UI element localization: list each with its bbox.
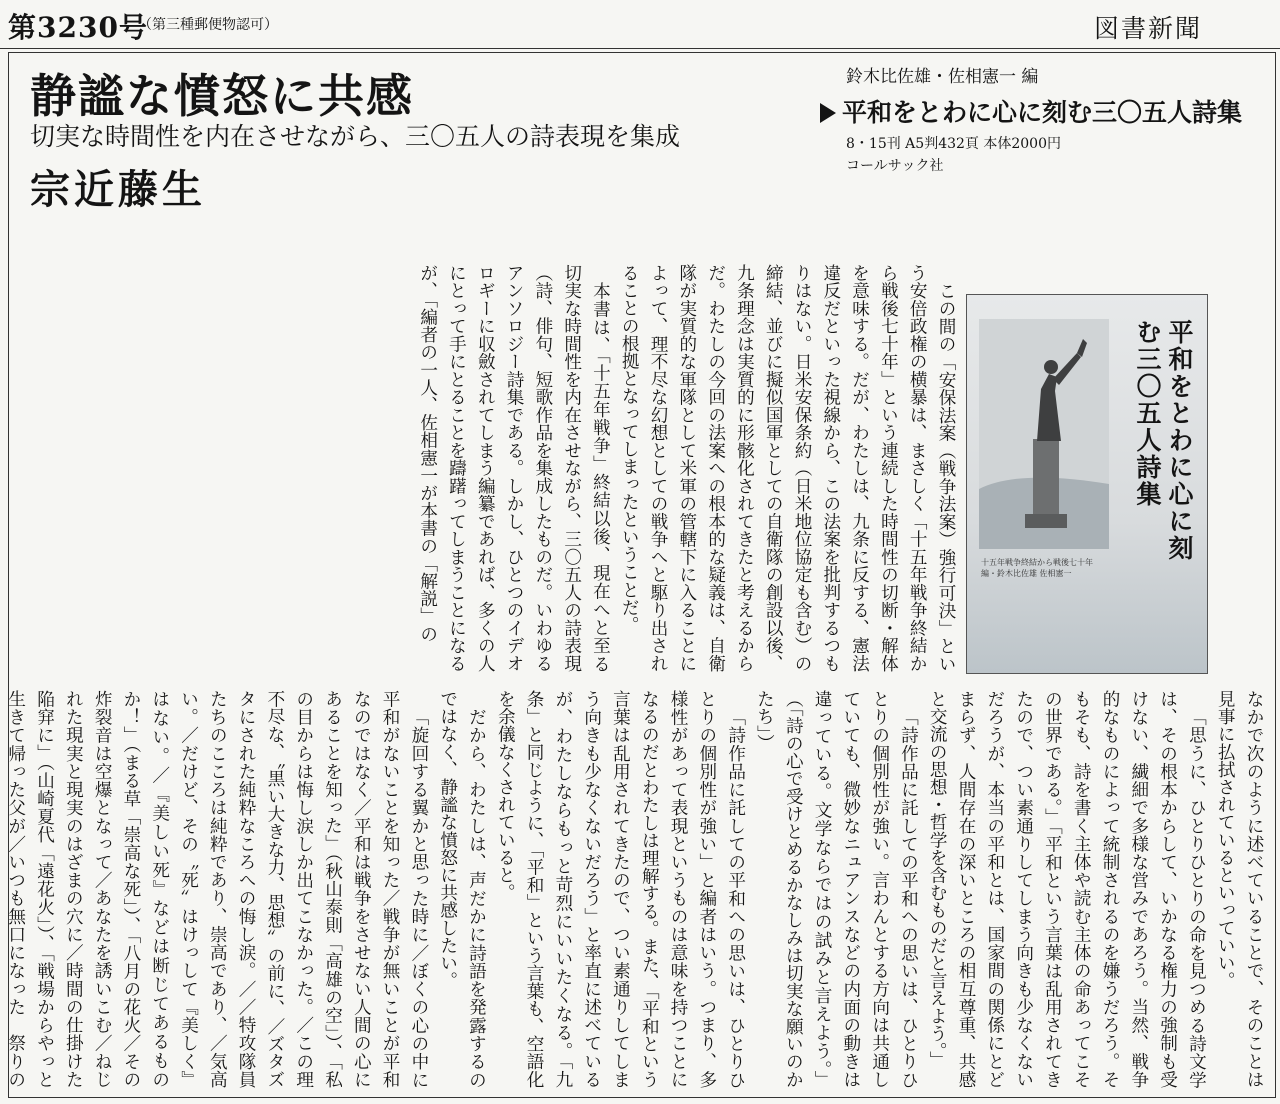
book-title-line <box>820 93 1260 129</box>
paragraph: 「旋回する翼かと思った時に／ぼくの心の中に平和がないことを知った／戦争が無いことが平和なのではなく／平和は戦争をさせない人間の心にあることを知った」（秋山泰則「高雄の空」）、「私の目からは悔し涙しか出てこなかった。／この理不尽な、〝黒い大きな力、思想〟の前に、／ズタズタにされた純粋なころへの悔し涙。／／特攻隊員たちのこころは純粋であり、崇高であり、／気高い。／だけど、その〝死〟はけっして『美しく』はない。／『美しい死』などは断じてあるものか！」（まる草「崇高な死」）、「八月の花火／その炸裂音は空爆となって／あなたを誘いこむ／ねじれた現実と現実のはざまの穴に／時間の仕掛けた陥穽に」（山崎夏代「遠花火」）、「戦場からやっと生きて帰った父が／いつも無口になった 祭りの <box>5 690 429 1088</box>
book-editors: 鈴木比佐雄・佐相憲一 編 <box>846 67 1039 87</box>
paragraph: だから、わたしは、声だかに詩語を発露するのではなく、静謐な憤怒に共感したい。 <box>437 690 487 1088</box>
article-headline: 静謐な憤怒に共感 <box>30 69 414 123</box>
paragraph: 本書は、「十五年戦争」終結以後、現在へと至る切実な時間性を内在させながら、三〇五人の詩表現（詩、俳句、短歌作品を集成したものだ。いわゆるアンソロジー詩集である。しかし、ひとつのイデオロギーに収斂されてしまう編纂であれば、多くの人にとって手にとることを躊躇ってしまうことになるが、「編者の一人、佐相憲一が本書の「解説」の <box>417 264 611 672</box>
cover-subtitle: 十五年戦争終結から戦後七十年 <box>981 558 1093 567</box>
cover-title: 平和をとわに心に刻む三〇五人詩集 <box>1133 319 1194 562</box>
article-author: 宗近藤生 <box>30 166 206 213</box>
article-body-upper <box>24 264 960 672</box>
book-specs: 8・15刊 A5判432頁 本体2000円 <box>846 136 1061 152</box>
book-publisher: コールサック社 <box>846 158 944 174</box>
page-header <box>0 0 1280 49</box>
cover-editors: 編・鈴木比佐雄 佐相憲一 <box>981 569 1072 578</box>
newspaper-name: 図書新聞 <box>1093 14 1202 43</box>
cover-blurb <box>981 557 1193 653</box>
postal-permit: （第三種郵便物認可） <box>138 17 278 33</box>
article-body-lower <box>5 690 1268 1088</box>
paragraph: この間の「安保法案（戦争法案）強行可決」という安倍政権の横暴は、まさしく「十五年戦争終結から戦後七十年」という連続した時間性の切断・解体を意味する。だが、わたしは、九条に反する、憲法違反だといった視線から、この法案を批判するつもりはない。日米安保条約（日米地位協定も含む）の締結、並びに擬似国軍としての自衛隊の創設以後、九条理念は実質的に形骸化されてきたと考えるからだ。わたしの今回の法案への根本的な疑義は、自衛隊が実質的な軍隊として米軍の管轄下に入ることによって、理不尽な幻想としての戦争へと駆り出されることの根拠となってしまったということだ。 <box>619 264 956 672</box>
paragraph: なかで次のように述べていることで、そのことは見事に払拭されているといっていい。 <box>1215 690 1264 1088</box>
article-subheadline: 切実な時間性を内在させながら、三〇五人の詩表現を集成 <box>30 122 681 151</box>
book-cover-image <box>966 294 1208 674</box>
triangle-arrow-icon <box>820 103 836 123</box>
book-info <box>820 62 1260 175</box>
paragraph: 「詩作品に託しての平和への思いは、ひとりひとりの個別性が強い」と編者はいう。つまり、多様性があって表現というものは意味を持つことになるのだとわたしは理解する。また、「平和という言葉は乱用されてきたので、つい素通りしてしまう向きも少なくないだろう」と率直に述べているが、わたしならもっと苛烈にいいたくなる。「九条」と同じように、「平和」という言葉も、空語化を余儀なくされていると。 <box>495 690 746 1088</box>
statue-photo-icon <box>979 319 1109 549</box>
paragraph: 「思うに、ひとりひとりの命を見つめる詩文学は、その根本からして、いかなる権力の強制も受けない、繊細で多様な営みであろう。当然、戦争的なものによって統制されるのを嫌うだろう。そもそも、詩を書く主体や読む主体の命あってこその世界である。」「平和という言葉は乱用されてきたので、つい素通りしてしまう向きも少なくないだろうが、本当の平和とは、国家間の関係にとどまらず、人間存在の深いところの相互尊重、共感と交流の思想・哲学を含むものだと言えよう。」 <box>927 690 1207 1088</box>
issue-number: 第3230号 <box>8 11 148 44</box>
book-title: 平和をとわに心に刻む三〇五人詩集 <box>842 98 1243 127</box>
paragraph: 「詩作品に託しての平和への思いは、ひとりひとりの個別性が強い。言わんとする方向は共通していても、微妙なニュアンスなどの内面の動きは違っている。文学ならではの試みと言えよう。」（「詩の心で受けとめるかなしみは切実な願いのかたち」） <box>754 690 919 1088</box>
